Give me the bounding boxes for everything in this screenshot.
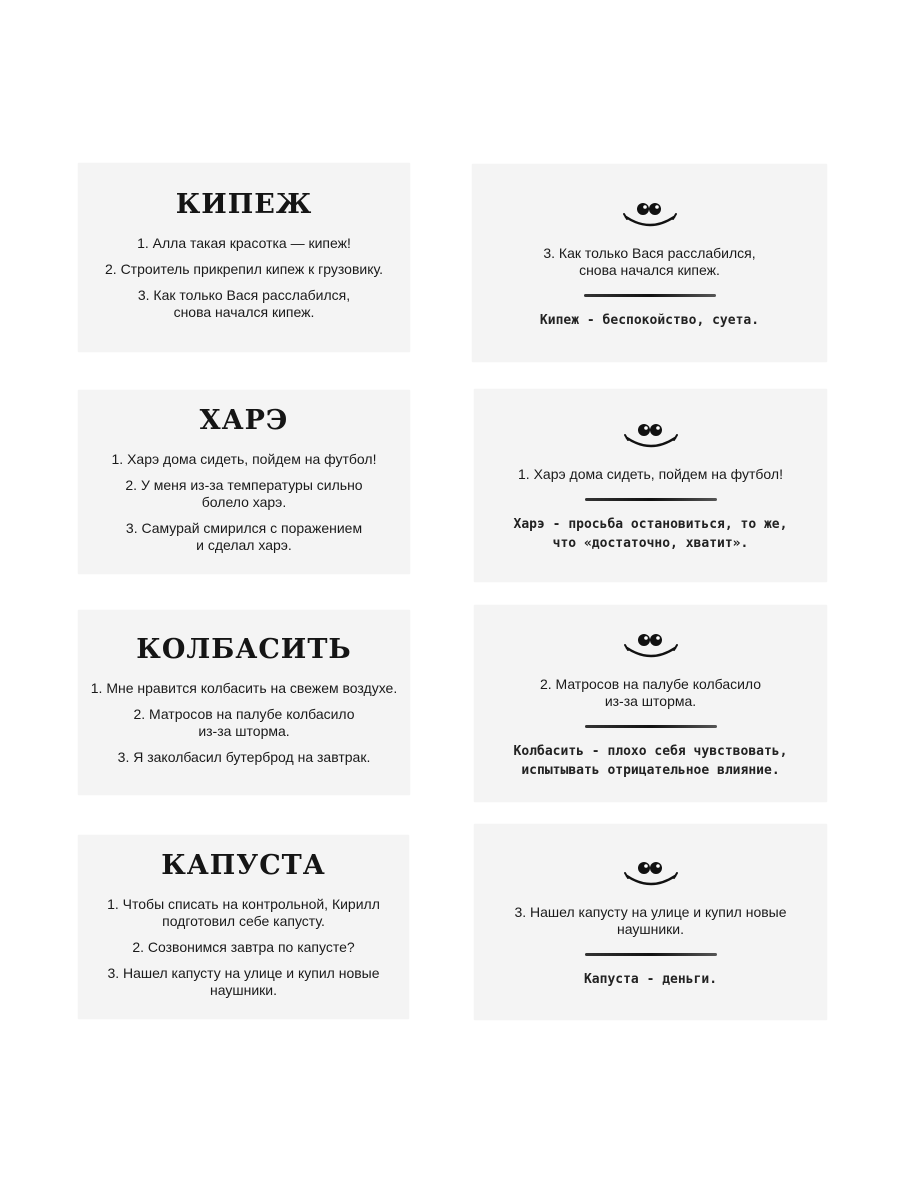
card-back-hare <box>474 389 827 582</box>
card-back-kipezh <box>472 164 827 362</box>
card-word: КИПЕЖ <box>175 188 313 220</box>
card-back-kapusta <box>474 824 827 1020</box>
example-2: 2. У меня из-за температуры сильно болело харэ. <box>125 476 363 510</box>
card-word: ХАРЭ <box>199 404 289 436</box>
example-3: 3. Самурай смирился с поражением и сделал харэ. <box>125 519 363 553</box>
definition: Кипеж - беспокойство, суета. <box>539 312 760 328</box>
card-word: КОЛБАСИТЬ <box>136 633 352 665</box>
card-front-kipezh <box>78 163 410 352</box>
back-example: 1. Харэ дома сидеть, пойдем на футбол! <box>518 466 783 482</box>
smiley-icon <box>613 418 689 452</box>
example-1: 1. Чтобы списать на контрольной, Кирилл подготовил себе капусту. <box>107 895 380 929</box>
card-back-kolbasit <box>474 605 827 802</box>
back-example: 2. Матросов на палубе колбасило из-за шторма. <box>539 675 762 709</box>
divider <box>585 498 717 501</box>
example-1: 1. Харэ дома сидеть, пойдем на футбол! <box>111 450 377 467</box>
back-example: 3. Как только Вася расслабился, снова начался кипеж. <box>543 244 756 278</box>
back-example: 3. Нашел капусту на улице и купил новые наушники. <box>514 903 787 937</box>
example-1: 1. Алла такая красотка — кипеж! <box>137 234 351 251</box>
smiley-icon <box>612 197 688 231</box>
card-front-kapusta <box>78 835 409 1019</box>
example-3: 3. Нашел капусту на улице и купил новые наушники. <box>107 964 380 998</box>
divider <box>585 953 717 956</box>
card-front-hare <box>78 390 410 574</box>
definition: Харэ - просьба остановиться, то же, что «достаточно, хватит». <box>513 517 788 551</box>
smiley-icon <box>613 628 689 662</box>
divider <box>585 725 717 728</box>
example-3: 3. Я заколбасил бутерброд на завтрак. <box>117 748 371 765</box>
card-front-kolbasit <box>78 610 410 795</box>
example-2: 2. Строитель прикрепил кипеж к грузовику. <box>105 260 383 277</box>
example-3: 3. Как только Вася расслабился, снова начался кипеж. <box>137 286 351 320</box>
definition: Капуста - деньги. <box>583 971 718 987</box>
example-2: 2. Созвонимся завтра по капусте? <box>132 938 355 955</box>
definition: Колбасить - плохо себя чувствовать, испытывать отрицательное влияние. <box>513 743 788 778</box>
divider <box>584 294 716 297</box>
example-2: 2. Матросов на палубе колбасило из-за шторма. <box>133 705 355 739</box>
smiley-icon <box>613 856 689 890</box>
example-1: 1. Мне нравится колбасить на свежем воздухе. <box>90 679 398 696</box>
card-word: КАПУСТА <box>161 849 326 881</box>
